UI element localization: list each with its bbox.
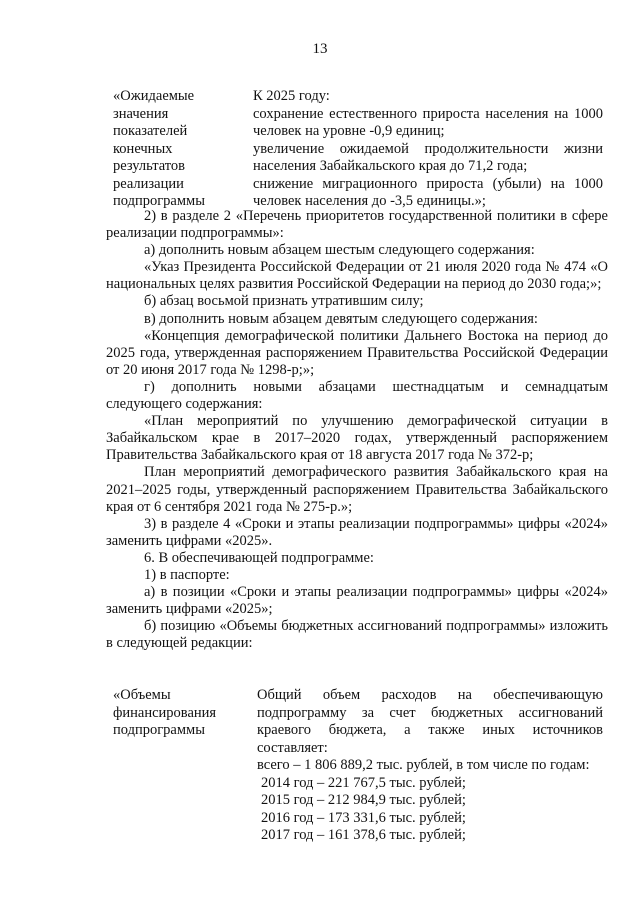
paragraph: 3) в разделе 4 «Сроки и этапы реализации подпрограммы» цифры «2024» заменить цифрами «2025». (106, 515, 608, 549)
label-line: реализации (113, 175, 184, 192)
funding-year-line: 2017 год – 161 378,6 тыс. рублей; (261, 827, 466, 843)
funding-year-line: 2014 год – 221 767,5 тыс. рублей; (261, 774, 466, 791)
paragraph: «Указ Президента Российской Федерации от 21 июля 2020 года № 474 «О национальных целях развития Российской Федерации на период до 2030 года;»; (106, 259, 608, 293)
paragraph: г) дополнить новыми абзацами шестнадцатым и семнадцатым следующего содержания: (106, 378, 608, 413)
paragraph: «План мероприятий по улучшению демографической ситуации в Забайкальском крае в 2017–2020 годах, утвержденный распоряжением Правительства Забайкальского края от 18 августа 2017 года № 372-р; (106, 413, 608, 464)
value-line: снижение миграционного прироста (убыли) на 1000 человек населения до -3,5 единицы.»; (253, 175, 603, 209)
funding-content (253, 687, 603, 845)
expected-values-content (253, 88, 603, 211)
funding-year-line: 2016 год – 173 331,6 тыс. рублей; (261, 809, 466, 826)
paragraph: б) абзац восьмой признать утратившим силу; (144, 293, 424, 310)
amendment-text (106, 208, 608, 652)
expected-values-table (113, 88, 603, 211)
value-line: К 2025 году: (253, 88, 330, 104)
paragraph: «Концепция демографической политики Дальнего Востока на период до 2025 года, утвержденная распоряжением Правительства Российской Федерации от 20 июня 2017 года № 1298-р;»; (106, 327, 608, 378)
funding-intro: Общий объем расходов на обеспечивающую подпрограмму за счет бюджетных ассигнований краевого бюджета, а также иных источников составляет: (257, 687, 603, 756)
label-line: подпрограммы (113, 722, 205, 738)
paragraph: 1) в паспорте: (144, 566, 230, 583)
expected-values-label (113, 88, 253, 211)
label-line: результатов (113, 158, 186, 174)
label-line: финансирования (113, 704, 217, 721)
value-line: сохранение естественного прироста населения на 1000 человек на уровне -0,9 единиц; (253, 105, 603, 139)
label-line: подпрограммы (113, 193, 205, 209)
label-line: «Ожидаемые (113, 88, 195, 104)
paragraph: План мероприятий демографического развития Забайкальского края на 2021–2025 годы, утвержденный распоряжением Правительства Забайкальского края от 6 сентября 2021 года № 275-р.»; (106, 464, 608, 515)
label-line: «Объемы (113, 687, 171, 703)
funding-total: всего – 1 806 889,2 тыс. рублей, в том числе по годам: (257, 757, 590, 773)
paragraph: в) дополнить новым абзацем девятым следующего содержания: (144, 310, 538, 327)
funding-table (113, 687, 603, 845)
label-line: конечных (113, 140, 173, 157)
value-line: увеличение ожидаемой продолжительности жизни населения Забайкальского края до 71,2 года; (253, 140, 603, 174)
page-number: 13 (312, 41, 328, 57)
label-line: показателей (113, 123, 188, 139)
paragraph: б) позицию «Объемы бюджетных ассигнований подпрограммы» изложить в следующей редакции: (106, 618, 608, 652)
paragraph: 6. В обеспечивающей подпрограмме: (144, 549, 374, 566)
paragraph: а) дополнить новым абзацем шестым следующего содержания: (144, 242, 535, 259)
funding-label (113, 687, 253, 845)
label-line: значения (113, 105, 169, 122)
funding-year-line: 2015 год – 212 984,9 тыс. рублей; (261, 792, 466, 808)
paragraph: 2) в разделе 2 «Перечень приоритетов государственной политики в сфере реализации подпрограммы»: (106, 208, 608, 242)
paragraph: а) в позиции «Сроки и этапы реализации подпрограммы» цифры «2024» заменить цифрами «2025»; (106, 584, 608, 618)
